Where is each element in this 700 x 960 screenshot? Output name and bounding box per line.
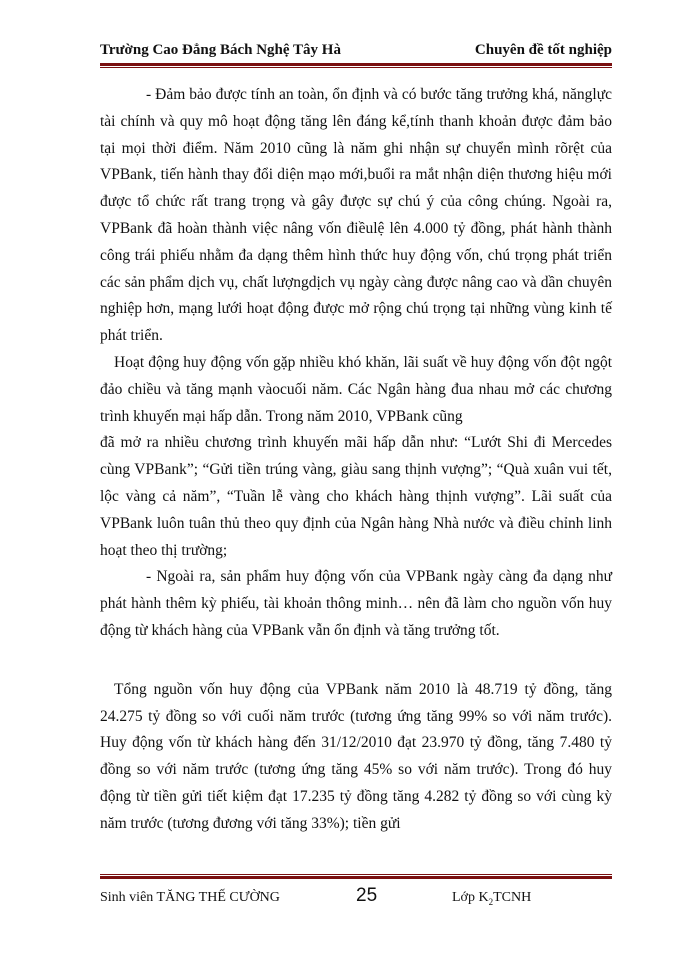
header-school-name: Trường Cao Đẳng Bách Nghệ Tây Hà xyxy=(100,42,341,58)
body-text xyxy=(100,82,612,838)
page-header xyxy=(100,38,612,64)
paragraph-safety: - Đảm bảo được tính an toàn, ổn định và có bước tăng trưởng khá, nănglực tài chính và quy mô hoạt động tăng lên đáng kể,tính thanh khoản được đảm bảo tại mọi thời điểm. Năm 2010 cũng là năm ghi nhận sự chuyển mình rõrệt của VPBank, tiến hành thay đổi diện mạo mới,buổi ra mắt nhận diện thương hiệu mới được tổ chức rất trang trọng và gây được sự chú ý của công chúng. Ngoài ra, VPBank đã hoàn thành việc nâng vốn điềulệ lên 4.000 tỷ đồng, phát hành thành công trái phiếu nhằm đa dạng thêm hình thức huy động vốn, chú trọng phát triển các sản phẩm dịch vụ, chất lượngdịch vụ ngày càng được nâng cao và dần chuyên nghiệp hơn, mạng lưới hoạt động được mở rộng chú trọng tại những vùng kinh tế phát triển. xyxy=(100,86,612,345)
page-number: 25 xyxy=(356,885,378,906)
header-rule-thin xyxy=(100,67,612,68)
paragraph-promotions: đã mở ra nhiều chương trình khuyến mãi hấp dẫn như: “Lướt Shi đi Mercedes cùng VPBank”; “Gửi tiền trúng vàng, giàu sang thịnh vượng”; “Quà xuân vui tết, lộc vàng cả năm”, “Tuần lễ vàng cho khách hàng thịnh vượng”. Lãi suất của VPBank luôn tuân thủ theo quy định của Ngân hàng Nhà nước và điều chỉnh linh hoạt theo thị trường; xyxy=(100,434,612,559)
paragraph-mobilization: Hoạt động huy động vốn gặp nhiều khó khăn, lãi suất về huy động vốn đột ngột đảo chiều và tăng mạnh vàocuối năm. Các Ngân hàng đua nhau mở các chương trình khuyến mại hấp dẫn. Trong năm 2010, VPBank cũng xyxy=(100,353,612,425)
footer-rule-thin xyxy=(100,874,612,875)
class-prefix: Lớp K xyxy=(452,890,489,905)
class-subscript: 2 xyxy=(488,896,494,907)
footer-student-name: Sinh viên TĂNG THẾ CƯỜNG xyxy=(100,890,280,905)
paragraph-spacer xyxy=(100,645,612,677)
class-suffix: TCNH xyxy=(493,890,532,905)
paragraph-totals: Tổng nguồn vốn huy động của VPBank năm 2010 là 48.719 tỷ đồng, tăng 24.275 tỷ đồng so với cuối năm trước (tương ứng tăng 99% so với năm trước). Huy động vốn từ khách hàng đến 31/12/2010 đạt 23.970 tỷ đồng, tăng 7.480 tỷ đồng so với năm trước (tương ứng tăng 45% so với năm trước). Trong đó huy động từ tiền gửi tiết kiệm đạt 17.235 tỷ đồng tăng 4.282 tỷ đồng so với cùng kỳ năm trước (tương đương với tăng 33%); tiền gửi xyxy=(100,680,612,832)
footer-rule-thick xyxy=(100,876,612,879)
header-topic: Chuyên đề tốt nghiệp xyxy=(474,42,612,58)
page-footer xyxy=(100,884,612,914)
paragraph-products: - Ngoài ra, sản phẩm huy động vốn của VPBank ngày càng đa dạng như phát hành thêm kỳ phiếu, tài khoản thông minh… nên đã làm cho nguồn vốn huy động từ khách hàng của VPBank vẫn ổn định và tăng trưởng tốt. xyxy=(100,568,612,639)
header-rule-thick xyxy=(100,63,612,66)
footer-class xyxy=(452,890,531,907)
